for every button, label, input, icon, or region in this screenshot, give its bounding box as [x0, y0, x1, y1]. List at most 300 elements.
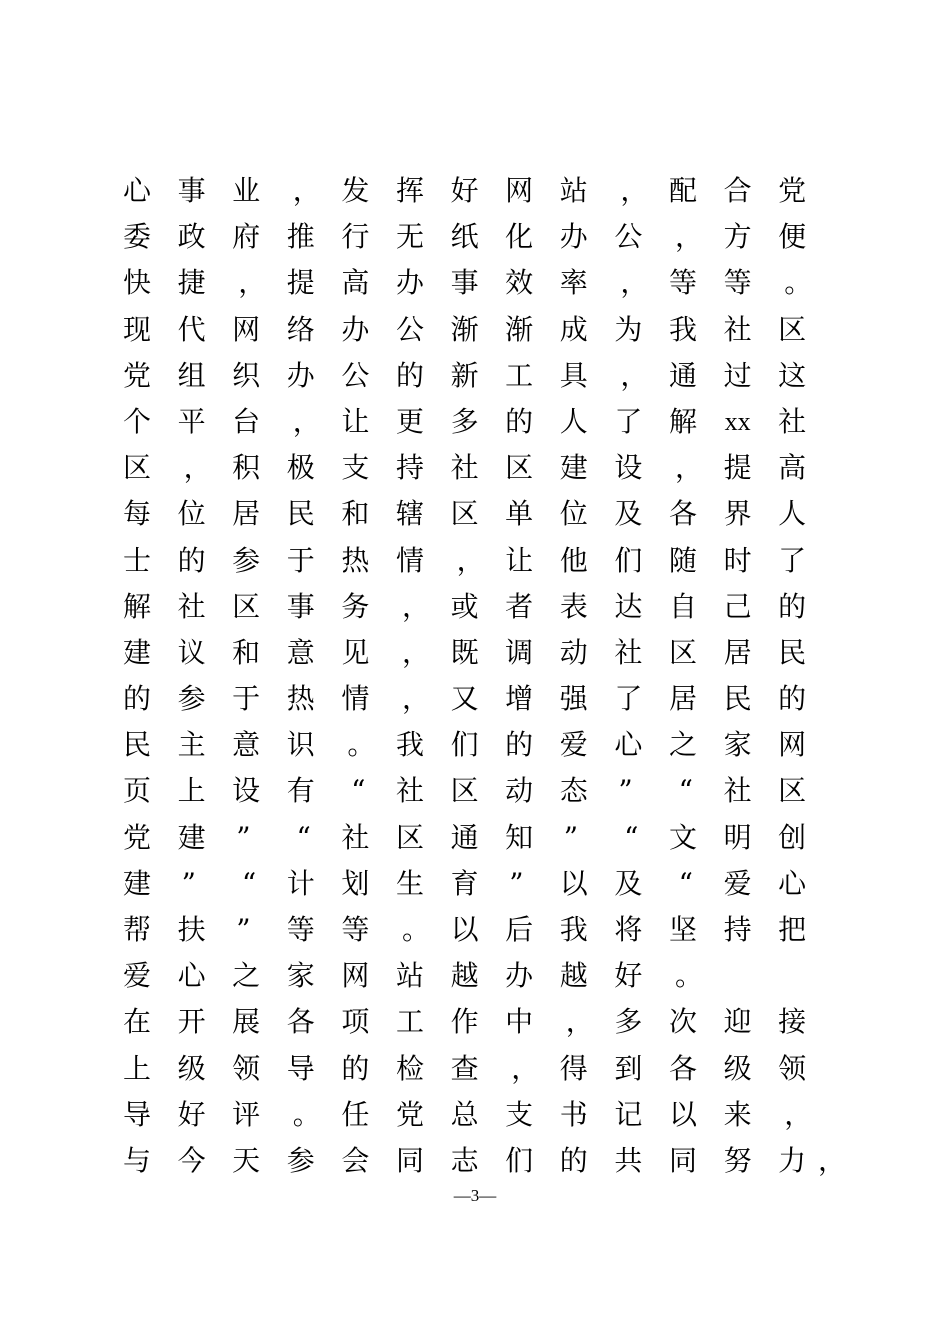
text-char: 主: [177, 728, 206, 762]
text-char: 网: [505, 174, 534, 207]
text-char: 党: [778, 174, 807, 207]
text-char: 努: [723, 1143, 752, 1177]
text-char: 民: [286, 497, 315, 531]
text-char: 提: [723, 451, 752, 485]
text-char: ，: [183, 451, 212, 485]
text-char: 政: [177, 220, 206, 254]
text-char: 方: [723, 220, 752, 254]
text-char: ，: [238, 266, 267, 300]
text-char: 及: [614, 497, 643, 531]
text-line: [0, 538, 950, 584]
text-char: 办: [341, 312, 370, 346]
text-char: ，: [402, 589, 431, 623]
text-char: ，: [784, 1097, 813, 1131]
text-line: [0, 676, 950, 722]
text-char: 位: [559, 497, 588, 531]
text-char: 持: [395, 451, 424, 485]
text-char: 文: [668, 820, 697, 854]
text-line: [0, 722, 950, 768]
text-char: xx: [724, 406, 751, 436]
text-char: 办: [505, 959, 534, 993]
text-char: 越: [450, 959, 479, 993]
text-line: [0, 353, 950, 399]
text-char: 人: [559, 404, 588, 438]
text-char: 扶: [177, 913, 206, 946]
text-char: 识: [286, 728, 315, 762]
text-char: 平: [177, 404, 206, 438]
text-char: 后: [505, 913, 534, 946]
text-char: 组: [177, 358, 206, 392]
text-char: 自: [668, 589, 697, 623]
text-char: 的: [778, 589, 807, 623]
text-char: “: [351, 774, 366, 808]
text-char: 位: [177, 497, 206, 531]
text-char: 化: [505, 220, 534, 254]
text-char: 天: [232, 1143, 261, 1177]
text-char: 站: [559, 174, 588, 207]
text-line: [0, 999, 950, 1045]
text-char: 合: [723, 174, 752, 207]
text-char: 公: [614, 220, 643, 254]
text-char: 社: [723, 312, 752, 346]
text-char: 现: [122, 312, 151, 346]
text-char: 态: [559, 774, 588, 808]
text-char: 心: [614, 728, 643, 762]
text-char: 党: [122, 820, 151, 854]
text-char: 领: [778, 1051, 807, 1085]
text-char: 之: [668, 728, 697, 762]
text-char: 多: [614, 1005, 643, 1039]
text-char: 越: [559, 959, 588, 993]
text-char: 网: [232, 312, 261, 346]
text-char: 或: [450, 589, 479, 623]
text-char: 居: [723, 635, 752, 669]
text-char: 项: [341, 1005, 370, 1039]
text-char: 情: [395, 543, 424, 577]
text-char: 设: [614, 451, 643, 485]
text-char: 我: [668, 312, 697, 346]
text-char: 帮: [122, 913, 151, 946]
text-char: ，: [511, 1051, 540, 1085]
text-char: 辖: [395, 497, 424, 531]
text-char: 通: [668, 358, 697, 392]
text-char: 新: [450, 358, 479, 392]
text-char: 等: [723, 266, 752, 300]
text-char: 生: [395, 866, 424, 900]
text-char: 纸: [450, 220, 479, 254]
text-char: 级: [723, 1051, 752, 1085]
text-char: 情: [341, 682, 370, 716]
text-char: 将: [614, 913, 643, 946]
text-char: 等: [668, 266, 697, 300]
text-char: 网: [341, 959, 370, 993]
text-char: 志: [450, 1143, 479, 1177]
text-char: 区: [450, 774, 479, 808]
text-char: 办: [395, 266, 424, 300]
text-char: 的: [505, 728, 534, 762]
text-char: “: [678, 866, 693, 900]
text-char: 级: [177, 1051, 206, 1085]
text-char: 于: [232, 682, 261, 716]
text-char: 各: [668, 1051, 697, 1085]
text-char: 具: [559, 358, 588, 392]
text-char: 士: [122, 543, 151, 577]
text-line: [0, 815, 950, 861]
text-char: 高: [778, 451, 807, 485]
text-char: “: [678, 774, 693, 808]
text-char: 表: [559, 589, 588, 623]
text-char: 单: [505, 497, 534, 531]
text-char: 及: [614, 866, 643, 900]
text-char: ，: [675, 451, 704, 485]
text-char: 极: [286, 451, 315, 485]
text-char: 工: [395, 1005, 424, 1039]
text-char: ，: [620, 266, 649, 300]
text-char: ，: [818, 1143, 847, 1177]
text-line: [0, 399, 950, 445]
text-line: [0, 907, 950, 953]
text-char: 每: [122, 497, 151, 531]
text-line: [0, 1138, 950, 1184]
text-char: 务: [341, 589, 370, 623]
text-char: 导: [286, 1051, 315, 1085]
text-char: 划: [341, 866, 370, 900]
text-char: 检: [395, 1051, 424, 1085]
text-char: 居: [232, 497, 261, 531]
text-char: 家: [723, 728, 752, 762]
text-char: 建: [122, 635, 151, 669]
text-char: “: [296, 820, 311, 854]
text-char: 更: [395, 404, 424, 438]
text-char: 查: [450, 1051, 479, 1085]
text-char: 既: [450, 635, 479, 669]
text-char: 提: [286, 266, 315, 300]
text-char: 明: [723, 820, 752, 854]
text-char: 事: [450, 266, 479, 300]
text-char: 热: [286, 682, 315, 716]
text-char: 之: [232, 959, 261, 993]
text-char: 于: [286, 543, 315, 577]
text-char: 无: [395, 220, 424, 254]
text-char: 党: [395, 1097, 424, 1131]
text-char: 让: [505, 543, 534, 577]
text-line: [0, 584, 950, 630]
text-char: 成: [559, 312, 588, 346]
text-char: 达: [614, 589, 643, 623]
text-char: 任: [341, 1097, 370, 1131]
text-char: ，: [292, 174, 321, 207]
text-char: 通: [450, 820, 479, 854]
text-char: 让: [341, 404, 370, 438]
text-char: 行: [341, 220, 370, 254]
text-char: ，: [402, 682, 431, 716]
text-char: ”: [618, 774, 633, 808]
text-char: 快: [122, 266, 151, 300]
text-char: 坚: [668, 913, 697, 946]
text-char: 区: [778, 312, 807, 346]
text-char: 今: [177, 1143, 206, 1177]
text-char: 区: [505, 451, 534, 485]
page-number: —3—: [453, 1186, 497, 1205]
text-char: 等: [286, 913, 315, 946]
text-char: 社: [395, 774, 424, 808]
text-char: 支: [505, 1097, 534, 1131]
text-char: 们: [450, 728, 479, 762]
text-char: 以: [450, 913, 479, 946]
text-char: 挥: [395, 174, 424, 207]
text-char: 业: [232, 174, 261, 207]
text-char: 效: [505, 266, 534, 300]
text-char: 记: [614, 1097, 643, 1131]
text-char: 和: [232, 635, 261, 669]
text-char: 爱: [559, 728, 588, 762]
text-char: 高: [341, 266, 370, 300]
text-char: ，: [292, 404, 321, 438]
text-char: 我: [559, 913, 588, 946]
text-char: 者: [505, 589, 534, 623]
text-char: 们: [614, 543, 643, 577]
text-char: 到: [614, 1051, 643, 1085]
text-char: 好: [177, 1097, 206, 1131]
text-char: 把: [778, 913, 807, 946]
text-char: 事: [286, 589, 315, 623]
text-char: 民: [723, 682, 752, 716]
text-char: 的: [177, 543, 206, 577]
text-line: [0, 307, 950, 353]
text-char: 建: [177, 820, 206, 854]
text-char: 调: [505, 635, 534, 669]
text-char: 同: [668, 1143, 697, 1177]
text-char: 的: [778, 682, 807, 716]
text-char: 上: [122, 1051, 151, 1085]
text-char: ，: [565, 1005, 594, 1039]
text-char: 界: [723, 497, 752, 531]
text-char: 以: [668, 1097, 697, 1131]
text-line: [0, 861, 950, 907]
text-char: 又: [450, 682, 479, 716]
text-char: 支: [341, 451, 370, 485]
text-char: 热: [341, 543, 370, 577]
text-char: 家: [286, 959, 315, 993]
text-char: 办: [559, 220, 588, 254]
text-char: 的: [505, 404, 534, 438]
text-char: 便: [778, 220, 807, 254]
text-char: 设: [232, 774, 261, 808]
text-char: 的: [122, 682, 151, 716]
text-char: ”: [509, 866, 524, 900]
text-char: 的: [559, 1143, 588, 1177]
text-char: 府: [232, 220, 261, 254]
text-char: 公: [341, 358, 370, 392]
text-char: 络: [286, 312, 315, 346]
text-char: 了: [614, 404, 643, 438]
text-char: ”: [181, 866, 196, 900]
text-char: 和: [341, 497, 370, 531]
text-char: 见: [341, 635, 370, 669]
text-char: 社: [341, 820, 370, 854]
text-char: 社: [177, 589, 206, 623]
text-char: 民: [122, 728, 151, 762]
text-char: 社: [723, 774, 752, 808]
text-char: 持: [723, 913, 752, 946]
body-text: [0, 168, 950, 1184]
text-char: 为: [614, 312, 643, 346]
text-char: 渐: [505, 312, 534, 346]
text-char: 力: [778, 1143, 807, 1177]
text-char: 渐: [450, 312, 479, 346]
text-char: 积: [232, 451, 261, 485]
text-char: 以: [559, 866, 588, 900]
text-char: 。: [675, 959, 704, 993]
text-char: 来: [723, 1097, 752, 1131]
text-char: ”: [236, 820, 251, 854]
text-char: 。: [784, 266, 813, 300]
text-char: 总: [450, 1097, 479, 1131]
text-char: 居: [668, 682, 697, 716]
text-char: 在: [122, 1005, 151, 1039]
text-char: 育: [450, 866, 479, 900]
text-line: [0, 445, 950, 491]
text-char: 。: [402, 913, 431, 946]
text-char: 台: [232, 404, 261, 438]
text-line: [0, 168, 950, 214]
text-char: 等: [341, 913, 370, 946]
text-char: 社: [450, 451, 479, 485]
text-char: 推: [286, 220, 315, 254]
text-char: 代: [177, 312, 206, 346]
text-char: 解: [122, 589, 151, 623]
text-char: 率: [559, 266, 588, 300]
text-char: 委: [122, 220, 151, 254]
text-char: 他: [559, 543, 588, 577]
text-char: 参: [177, 682, 206, 716]
text-char: 民: [778, 635, 807, 669]
text-char: 接: [778, 1005, 807, 1039]
text-char: 捷: [177, 266, 206, 300]
text-char: 各: [286, 1005, 315, 1039]
text-char: 工: [505, 358, 534, 392]
text-line: [0, 491, 950, 537]
text-char: 得: [559, 1051, 588, 1085]
text-char: ，: [675, 220, 704, 254]
text-char: 增: [505, 682, 534, 716]
text-char: 我: [395, 728, 424, 762]
text-char: 了: [778, 543, 807, 577]
text-char: 建: [559, 451, 588, 485]
text-char: 迎: [723, 1005, 752, 1039]
text-char: 党: [122, 358, 151, 392]
text-char: 心: [122, 174, 151, 207]
text-char: 。: [347, 728, 376, 762]
text-line: [0, 953, 950, 999]
text-char: 这: [778, 358, 807, 392]
text-char: 同: [395, 1143, 424, 1177]
text-char: 区: [395, 820, 424, 854]
text-char: 的: [341, 1051, 370, 1085]
text-char: 展: [232, 1005, 261, 1039]
text-char: 解: [668, 404, 697, 438]
text-char: 公: [395, 312, 424, 346]
text-char: 心: [177, 959, 206, 993]
text-char: 区: [122, 451, 151, 485]
text-char: 作: [450, 1005, 479, 1039]
text-char: 计: [286, 866, 315, 900]
text-char: 动: [559, 635, 588, 669]
text-char: 区: [778, 774, 807, 808]
text-char: 社: [614, 635, 643, 669]
text-char: 参: [286, 1143, 315, 1177]
text-char: 有: [286, 774, 315, 808]
text-char: ，: [402, 635, 431, 669]
text-char: 区: [668, 635, 697, 669]
text-char: 发: [341, 174, 370, 207]
text-char: 领: [232, 1051, 261, 1085]
text-char: 事: [177, 174, 206, 207]
text-char: 与: [122, 1143, 151, 1177]
text-char: 开: [177, 1005, 206, 1039]
text-char: ，: [620, 174, 649, 207]
text-line: [0, 1092, 950, 1138]
text-char: 区: [450, 497, 479, 531]
text-char: 书: [559, 1097, 588, 1131]
text-char: “: [624, 820, 639, 854]
text-char: 上: [177, 774, 206, 808]
text-char: 意: [286, 635, 315, 669]
text-char: 己: [723, 589, 752, 623]
text-line: [0, 260, 950, 306]
text-char: ”: [236, 913, 251, 946]
text-char: 区: [232, 589, 261, 623]
text-char: 爱: [723, 866, 752, 900]
text-char: 次: [668, 1005, 697, 1039]
text-char: 了: [614, 682, 643, 716]
text-char: 评: [232, 1097, 261, 1131]
text-char: 心: [778, 866, 807, 900]
text-char: 网: [778, 728, 807, 762]
text-char: 议: [177, 635, 206, 669]
text-char: 中: [505, 1005, 534, 1039]
text-char: 创: [778, 820, 807, 854]
text-char: 织: [232, 358, 261, 392]
text-char: 社: [778, 404, 807, 438]
text-line: [0, 214, 950, 260]
text-char: 。: [292, 1097, 321, 1131]
text-char: 各: [668, 497, 697, 531]
text-char: 过: [723, 358, 752, 392]
text-char: 们: [505, 1143, 534, 1177]
text-char: 办: [286, 358, 315, 392]
text-char: 多: [450, 404, 479, 438]
text-char: 随: [668, 543, 697, 577]
text-char: 的: [395, 358, 424, 392]
text-char: 时: [723, 543, 752, 577]
text-char: 爱: [122, 959, 151, 993]
text-char: 导: [122, 1097, 151, 1131]
text-char: 页: [122, 774, 151, 808]
text-char: 好: [614, 959, 643, 993]
text-char: 共: [614, 1143, 643, 1177]
text-char: 知: [505, 820, 534, 854]
text-char: 好: [450, 174, 479, 207]
text-char: 配: [668, 174, 697, 207]
text-char: ，: [620, 358, 649, 392]
text-line: [0, 768, 950, 814]
text-char: 意: [232, 728, 261, 762]
text-line: [0, 630, 950, 676]
text-char: 动: [505, 774, 534, 808]
text-char: 会: [341, 1143, 370, 1177]
text-line: [0, 1046, 950, 1092]
